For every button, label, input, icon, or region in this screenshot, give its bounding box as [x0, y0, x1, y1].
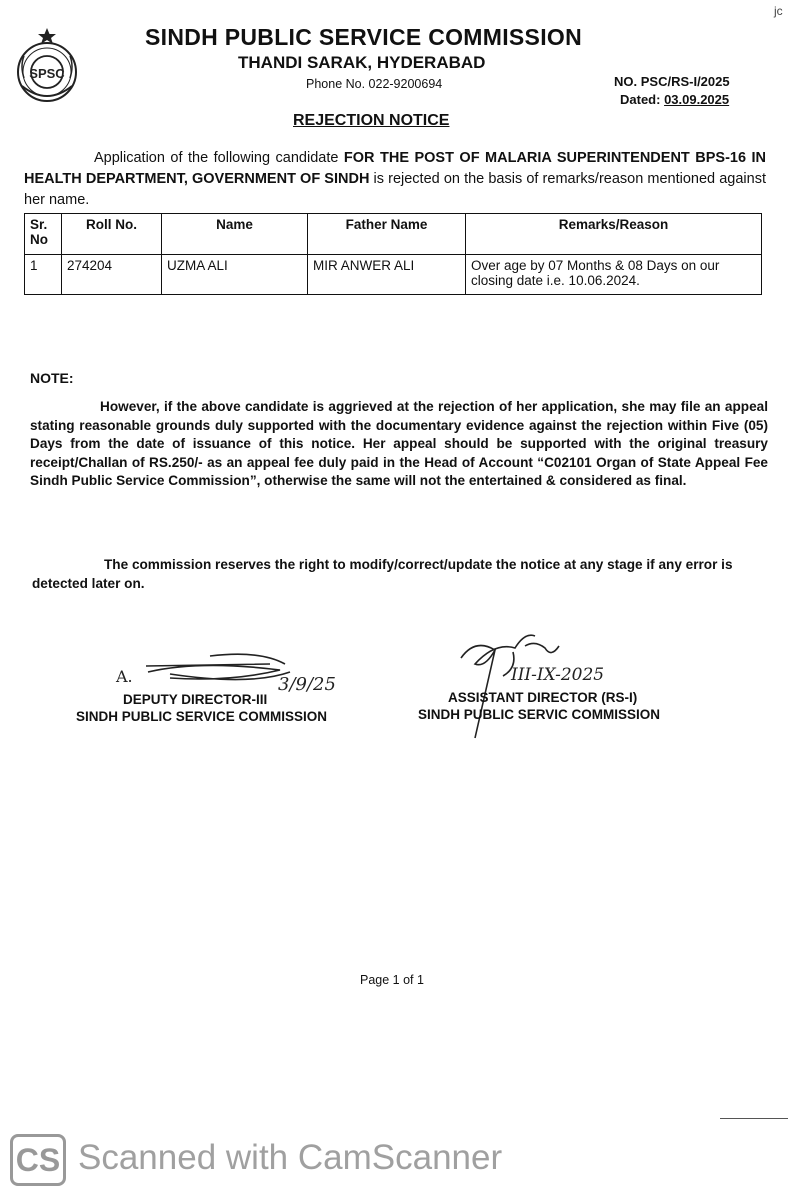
- right-designation: ASSISTANT DIRECTOR (RS-I): [448, 690, 638, 705]
- intro-suffix: is rejected on the basis of remarks/reason mentioned against her name.: [24, 171, 766, 208]
- header-sr-no: Sr. No: [25, 214, 62, 255]
- dated-line: [620, 92, 729, 107]
- left-designation: DEPUTY DIRECTOR-III: [123, 692, 268, 707]
- candidate-table: [24, 213, 762, 295]
- assistant-director-signature: [455, 628, 640, 743]
- dated-value: 03.09.2025: [664, 92, 730, 107]
- right-organization: SINDH PUBLIC SERVIC COMMISSION: [418, 707, 661, 722]
- dated-label: Dated:: [620, 92, 665, 107]
- reference-number: NO. PSC/RS-I/2025: [614, 74, 730, 89]
- edge-divider: [720, 1118, 788, 1119]
- svg-text:III-IX-2025: III-IX-2025: [511, 665, 605, 685]
- notice-title: REJECTION NOTICE: [293, 112, 450, 129]
- header-roll-no: Roll No.: [62, 214, 162, 255]
- left-organization: SINDH PUBLIC SERVICE COMMISSION: [76, 709, 328, 724]
- cell-roll-no: 274204: [62, 255, 162, 295]
- note-heading: NOTE:: [30, 370, 74, 386]
- header-father-name: Father Name: [308, 214, 466, 255]
- svg-text:SPSC: SPSC: [29, 66, 65, 81]
- cell-sr-no: 1: [25, 255, 62, 295]
- organization-title: SINDH PUBLIC SERVICE COMMISSION: [145, 24, 582, 50]
- cell-name: UZMA ALI: [162, 255, 308, 295]
- svg-text:3/9/25: 3/9/25: [278, 674, 336, 695]
- intro-prefix: Application of the following candidate: [94, 150, 344, 166]
- table-row: [25, 255, 762, 295]
- svg-text:A.: A.: [116, 667, 133, 686]
- note-body: However, if the above candidate is aggrieved at the rejection of her application, she may file an appeal stating reasonable grounds duly supported with the documentary evidence against the rejection within Five (05) Days from the date of issuance of this notice. Her appeal should be supported with the original treasury receipt/Challan of RS.250/- as an appeal fee duly paid in the Head of Account “C02101 Organ of State Appeal Fee Sindh Public Service Commission”, otherwise the same will not the entertained & considered as final.: [30, 399, 768, 488]
- camscanner-watermark: Scanned with CamScanner: [78, 1138, 503, 1177]
- page-number: Page 1 of 1: [360, 973, 424, 987]
- reservation-text: The commission reserves the right to modify/correct/update the notice at any stage if any error is detected later on.: [32, 557, 733, 591]
- intro-post-details: FOR THE POST OF MALARIA SUPERINTENDENT BPS-16 IN HEALTH DEPARTMENT, GOVERNMENT OF SINDH: [24, 150, 767, 187]
- header-remarks: Remarks/Reason: [466, 214, 762, 255]
- camscanner-logo: CS: [10, 1134, 66, 1186]
- organization-address: THANDI SARAK, HYDERABAD: [238, 53, 486, 72]
- intro-paragraph: [24, 148, 766, 211]
- phone-number: Phone No. 022-9200694: [306, 77, 443, 91]
- cell-remarks: Over age by 07 Months & 08 Days on our closing date i.e. 10.06.2024.: [466, 255, 762, 295]
- header-name: Name: [162, 214, 308, 255]
- spsc-seal-logo: [8, 26, 86, 104]
- reservation-paragraph: [32, 555, 744, 593]
- corner-mark: jc: [774, 4, 783, 18]
- note-paragraph: [30, 398, 768, 491]
- table-header-row: [25, 214, 762, 255]
- cell-father-name: MIR ANWER ALI: [308, 255, 466, 295]
